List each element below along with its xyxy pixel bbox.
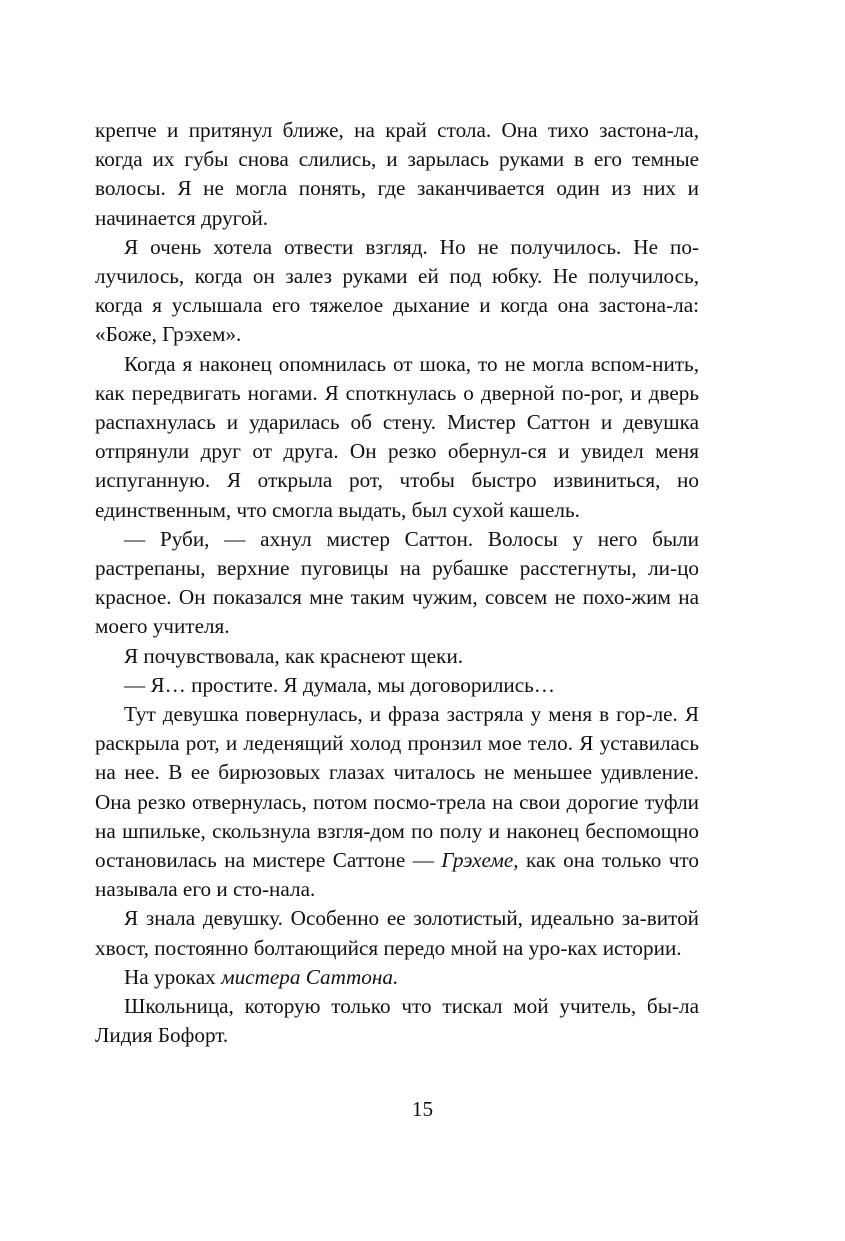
- paragraph-text: Тут девушка повернулась, и фраза застряла у меня в гор-ле. Я раскрыла рот, и леденящий холод пронзил мое тело. Я уставилась на нее. В ее бирюзовых глазах читалось не меньшее удивление. Она резко отвернулась, потом посмо-трела на свои дорогие туфли на шпильке, скользнула взгля-дом по полу и наконец беспомощно остановилась на мистере Саттоне —: [95, 702, 699, 873]
- paragraph-text: — Руби, — ахнул мистер Саттон. Волосы у него были растрепаны, верхние пуговицы на рубашке расстегнуты, ли-цо красное. Он показался мне таким чужим, совсем не похо-жим на моего учителя.: [95, 526, 699, 639]
- paragraph-text: Я знала девушку. Особенно ее золотистый, идеально за-витой хвост, постоянно болтающийся передо мной на уро-ках истории.: [95, 906, 699, 960]
- dialogue-paragraph: [95, 671, 699, 700]
- paragraph-text: Когда я наконец опомнилась от шока, то не могла вспом-нить, как передвигать ногами. Я споткнулась о дверной по-рог, и дверь распахнулась и ударилась об стену. Мистер Саттон и девушка отпрянули друг от друга. Он резко обернул-ся и увидел меня испуганную. Я открыла рот, чтобы быстро извиниться, но единственным, что смогла выдать, был сухой кашель.: [95, 351, 699, 522]
- paragraph: [95, 233, 699, 350]
- paragraph: [95, 963, 699, 992]
- paragraph-text: Школьница, которую только что тискал мой учитель, бы-ла Лидия Бофорт.: [95, 994, 699, 1048]
- paragraph-text: крепче и притянул ближе, на край стола. Она тихо застона-ла, когда их губы снова слились, и зарылась руками в его темные волосы. Я не могла понять, где заканчивается один из них и начинается другой.: [95, 118, 699, 230]
- paragraph-text: Я почувствовала, как краснеют щеки.: [124, 643, 464, 668]
- text-body: [95, 116, 699, 1051]
- paragraph: [95, 992, 699, 1050]
- paragraph: [95, 116, 699, 233]
- italic-emphasis: Грэхеме,: [441, 848, 519, 873]
- paragraph: [95, 700, 699, 904]
- page-number: 15: [411, 1097, 434, 1121]
- italic-emphasis: мистера Саттона.: [221, 964, 399, 989]
- paragraph-text: Я очень хотела отвести взгляд. Но не получилось. Не по-лучилось, когда он залез руками ей под юбку. Не получилось, когда я услышала его тяжелое дыхание и когда она застона-ла: «Боже, Грэхем».: [95, 234, 699, 347]
- paragraph: [95, 350, 699, 525]
- paragraph-text: как она только что называла его и сто-нала.: [95, 848, 699, 902]
- dialogue-paragraph: [95, 525, 699, 642]
- book-page: [95, 116, 699, 1126]
- paragraph: [95, 904, 699, 962]
- paragraph-text: — Я… простите. Я думала, мы договорились…: [124, 672, 555, 697]
- paragraph: [95, 642, 699, 671]
- paragraph-text: На уроках: [124, 964, 222, 989]
